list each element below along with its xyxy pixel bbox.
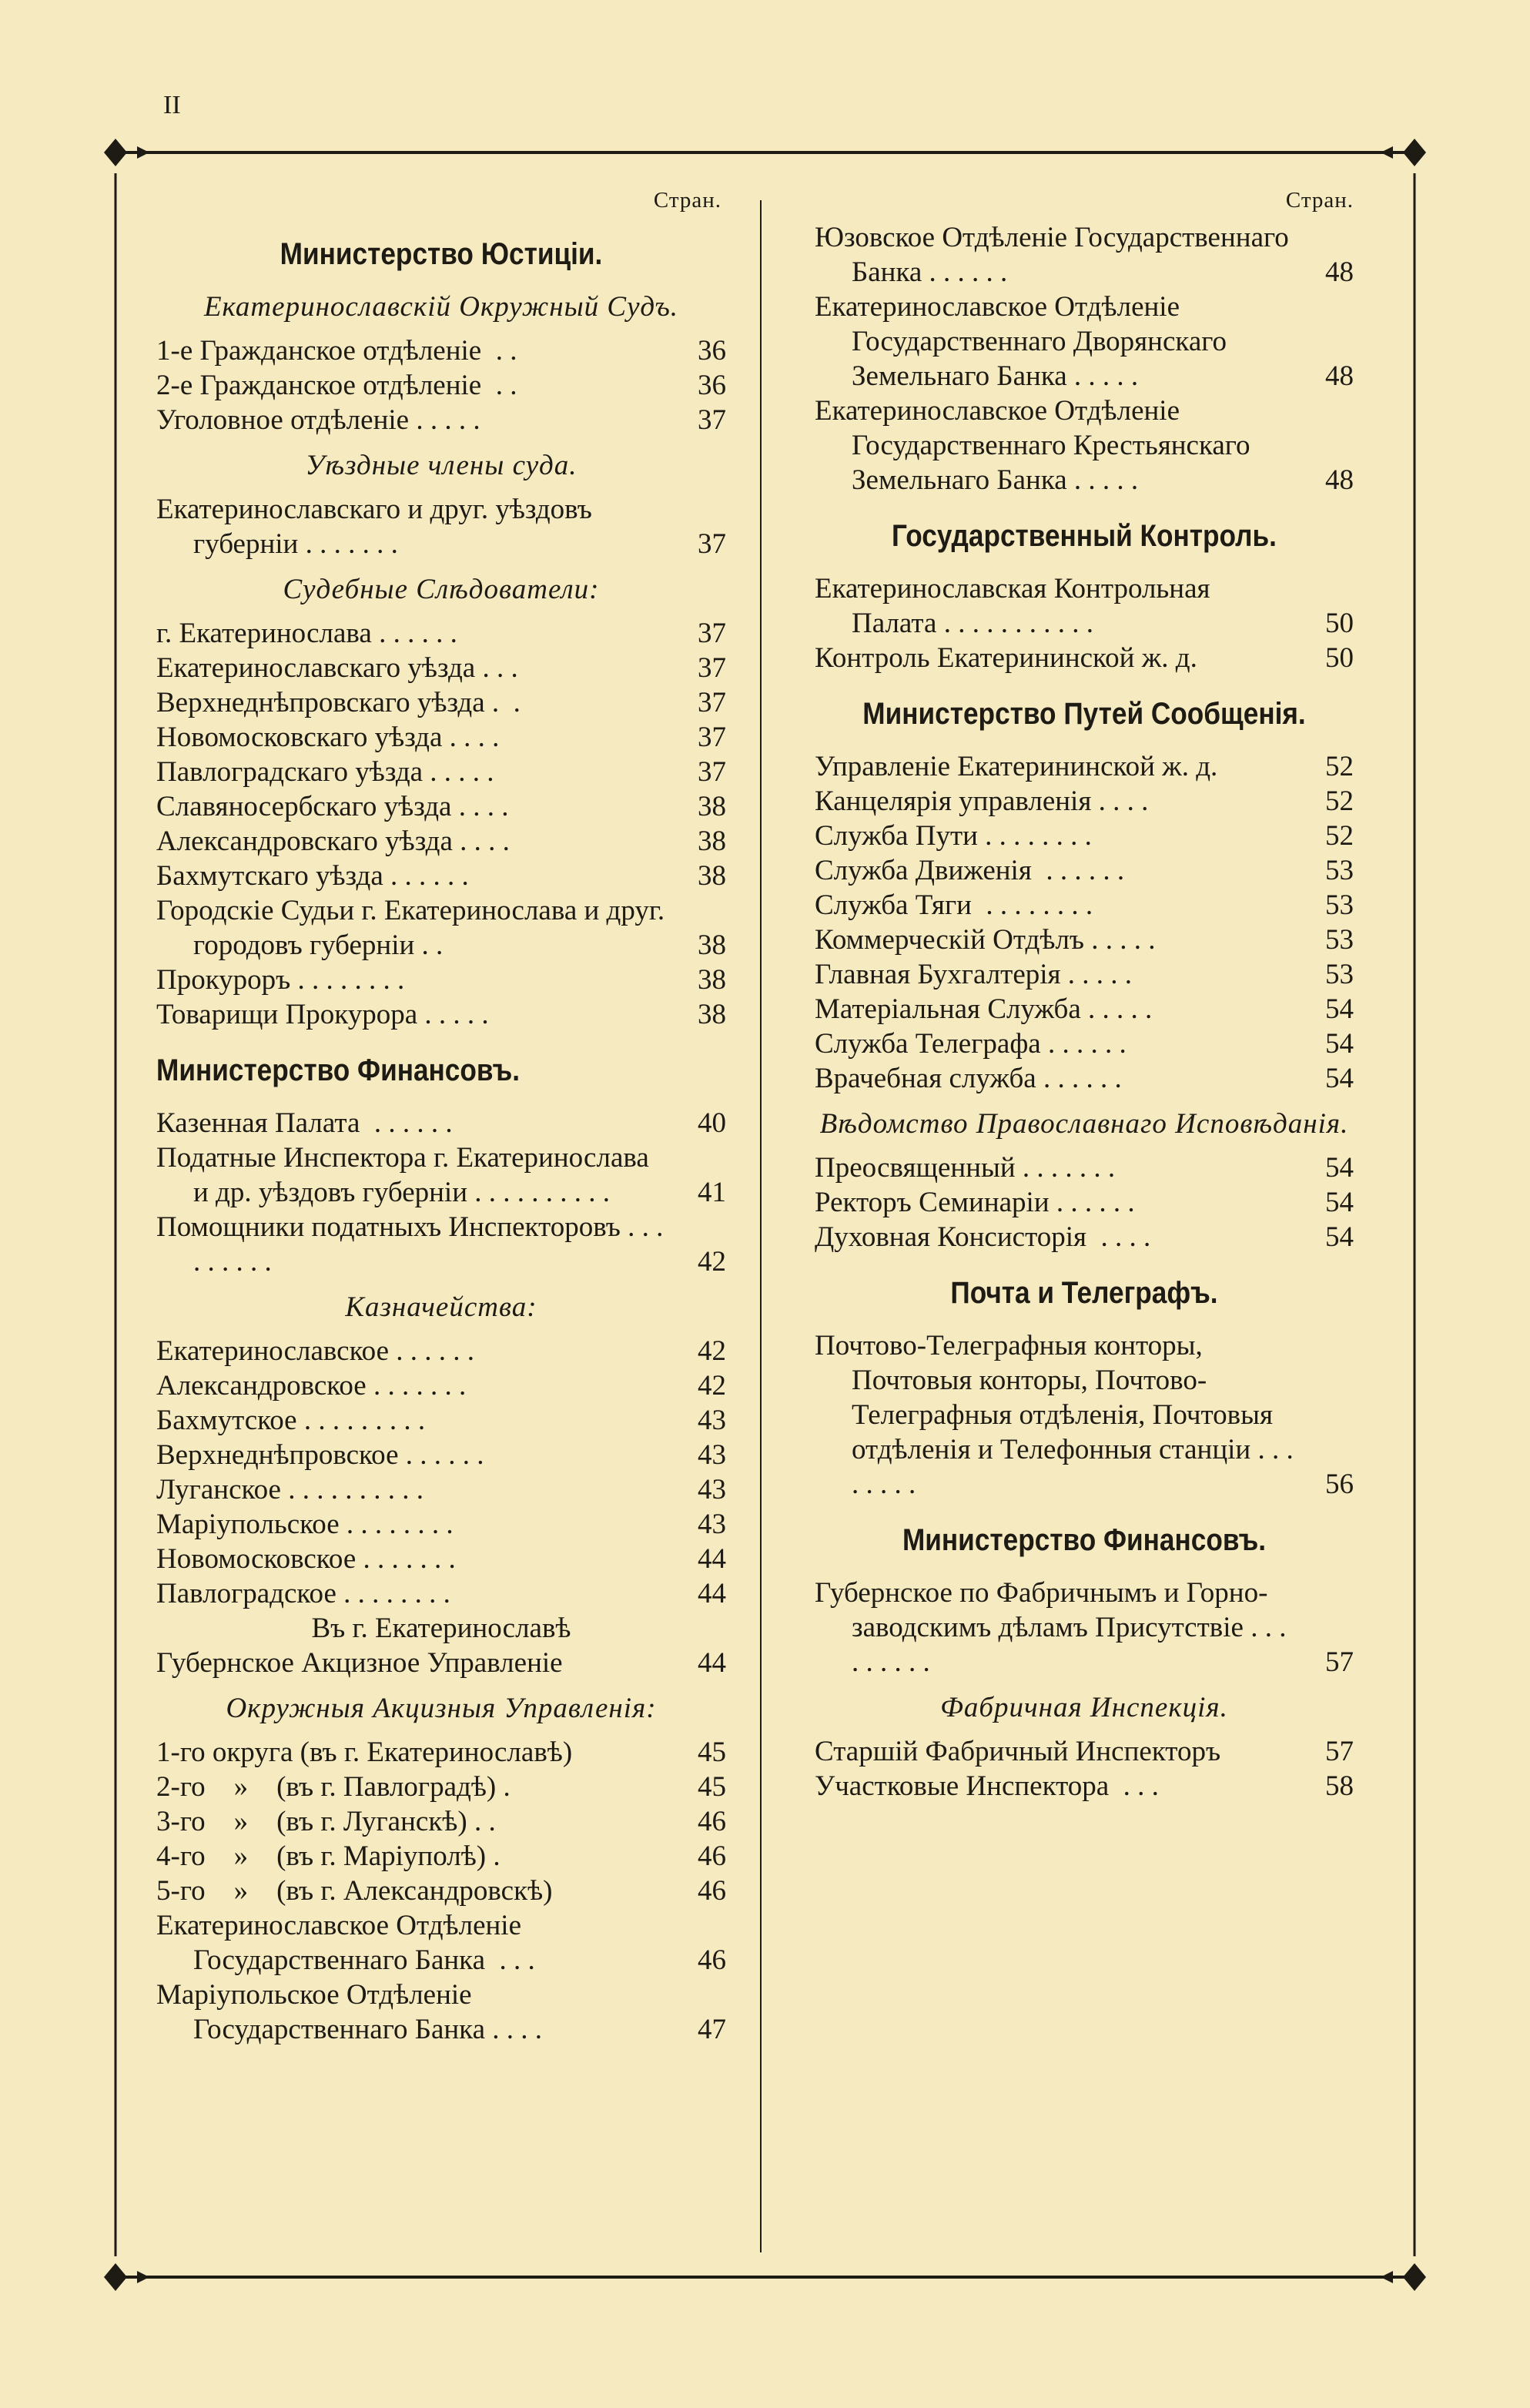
toc-entry [156, 720, 726, 755]
toc-entry [156, 1334, 726, 1368]
toc-entry [156, 755, 726, 789]
toc-entry-title: Старшій Фабричный Инспекторъ [815, 1736, 1221, 1767]
toc-entry [156, 859, 726, 893]
toc-entry-title: Помощники податныхъ Инспекторовъ . . . . . . . . . [156, 1211, 671, 1278]
toc-entry [156, 1472, 726, 1507]
toc-entry [815, 1150, 1354, 1185]
toc-entry-page: 53 [1325, 924, 1354, 956]
toc-entry-page: 50 [1325, 608, 1354, 639]
toc-entry-title: Маріупольское . . . . . . . . [156, 1509, 454, 1540]
toc-entry-page: 44 [698, 1543, 726, 1575]
toc-entry-title: Служба Телеграфа . . . . . . [815, 1028, 1127, 1060]
toc-entry-page: 38 [698, 826, 726, 857]
toc-entry [156, 1507, 726, 1542]
toc-entry [156, 1106, 726, 1140]
toc-entry [815, 1061, 1354, 1096]
toc-entry-page: 37 [698, 528, 726, 560]
section-heading: Почта и Телеграфъ. [950, 1276, 1218, 1310]
toc-entry-page: 43 [698, 1509, 726, 1540]
toc-entry-page: 45 [698, 1737, 726, 1768]
toc-entry [156, 1542, 726, 1576]
toc-entry-page: 48 [1325, 360, 1354, 392]
toc-entry-title: Павлоградское . . . . . . . . [156, 1578, 450, 1609]
toc-entry-title: Почтово-Телеграфныя конторы, Почтовыя конторы, Почтово-Телеграфныя отдѣленія, Почтовыя отдѣленія и Телефонныя станціи . . . . . . . . [815, 1330, 1301, 1500]
toc-entry [156, 1438, 726, 1472]
toc-entry [156, 685, 726, 720]
toc-entry [156, 1140, 726, 1210]
toc-entry-page: 43 [698, 1474, 726, 1505]
toc-entry-page: 42 [698, 1335, 726, 1367]
toc-entry [815, 1328, 1354, 1502]
toc-entry [815, 853, 1354, 888]
toc-entry-title: Маріупольское Отдѣленіе Государственнаго Банка . . . . [156, 1979, 543, 2045]
toc-entry-title: Служба Движенія . . . . . . [815, 855, 1125, 886]
toc-entry-page: 58 [1325, 1770, 1354, 1802]
subsection-heading: Казначейства: [345, 1291, 537, 1323]
section-heading: Министерство Финансовъ. [902, 1523, 1267, 1557]
toc-entry [156, 824, 726, 859]
section-heading: Министерство Путей Сообщенія. [862, 697, 1306, 731]
toc-entry-title: 5-го » (въ г. Александровскѣ) [156, 1875, 553, 1907]
toc-entry [815, 1576, 1354, 1680]
toc-entry-page: 44 [698, 1647, 726, 1679]
toc-entry [815, 888, 1354, 923]
toc-entry-page: 52 [1325, 820, 1354, 852]
toc-entry-title: Духовная Консисторія . . . . [815, 1221, 1151, 1253]
subsection-heading: Фабричная Инспекція. [940, 1692, 1228, 1723]
toc-entry-title: Служба Пути . . . . . . . . [815, 820, 1092, 852]
toc-entry-page: 38 [698, 964, 726, 996]
toc-entry-page: 54 [1325, 993, 1354, 1025]
toc-entry-title: Юзовское Отдѣленіе Государственнаго Банка . . . . . . [815, 222, 1296, 288]
toc-entry [815, 784, 1354, 819]
toc-entry-title: Ректоръ Семинаріи . . . . . . [815, 1187, 1135, 1218]
column-page-header: Стран. [1285, 188, 1354, 213]
toc-entry-page: 52 [1325, 751, 1354, 782]
page-number: II [163, 91, 181, 119]
toc-entry-page: 46 [698, 1840, 726, 1872]
toc-entry-page: 48 [1325, 464, 1354, 496]
toc-entry-page: 43 [698, 1439, 726, 1471]
toc-entry-page: 54 [1325, 1028, 1354, 1060]
toc-entry [815, 957, 1354, 992]
toc-entry-title: Александровское . . . . . . . [156, 1370, 467, 1402]
toc-entry [156, 1368, 726, 1403]
toc-entry-title: Губернское Акцизное Управленіе [156, 1647, 563, 1679]
toc-entry-title: Казенная Палата . . . . . . [156, 1107, 453, 1139]
toc-entry-page: 54 [1325, 1063, 1354, 1094]
toc-entry [815, 1769, 1354, 1803]
toc-entry-page: 42 [698, 1246, 726, 1278]
toc-entry-page: 46 [698, 1875, 726, 1907]
toc-entry-page: 38 [698, 999, 726, 1030]
toc-entry-title: 3-го » (въ г. Луганскѣ) . . [156, 1806, 496, 1837]
toc-entry [815, 923, 1354, 957]
toc-entry [815, 290, 1354, 394]
toc-entry-title: г. Екатеринослава . . . . . . [156, 618, 457, 649]
toc-entry-page: 46 [698, 1944, 726, 1976]
toc-entry-page: 36 [698, 370, 726, 401]
toc-entry-title: Екатеринославское . . . . . . [156, 1335, 475, 1367]
toc-entry-title: Врачебная служба . . . . . . [815, 1063, 1122, 1094]
toc-entry-page: 36 [698, 335, 726, 367]
section-heading: Министерство Юстиціи. [280, 237, 603, 271]
toc-entry [815, 220, 1354, 290]
toc-entry [156, 1978, 726, 2047]
toc-entry-title: Бахмутское . . . . . . . . . [156, 1405, 426, 1436]
toc-entry-title: Контроль Екатерининской ж. д. [815, 642, 1197, 674]
toc-entry-title: 2-е Гражданское отдѣленіе . . [156, 370, 517, 401]
toc-entry-title: Прокуроръ . . . . . . . . [156, 964, 405, 996]
right-column [815, 185, 1354, 1803]
subsection-heading: Окружныя Акцизныя Управленія: [226, 1693, 657, 1724]
subsection-heading: Екатеринославскій Окружный Судъ. [203, 291, 679, 323]
toc-entry-title: Уголовное отдѣленіе . . . . . [156, 404, 480, 436]
toc-entry-page: 53 [1325, 889, 1354, 921]
toc-entry [156, 1735, 726, 1770]
toc-entry [815, 992, 1354, 1026]
toc-entry [156, 1576, 726, 1611]
toc-entry-title: Верхнеднѣпровское . . . . . . [156, 1439, 484, 1471]
toc-entry-title: Податные Инспектора г. Екатеринослава и др. уѣздовъ губерніи . . . . . . . . . . [156, 1142, 657, 1208]
toc-entry-page: 57 [1325, 1736, 1354, 1767]
toc-entry-page: 38 [698, 791, 726, 822]
toc-entry [815, 749, 1354, 784]
toc-entry [156, 616, 726, 651]
toc-entry [815, 1220, 1354, 1254]
toc-entry-title: Славяносербскаго уѣзда . . . . [156, 791, 509, 822]
toc-entry-title: Служба Тяги . . . . . . . . [815, 889, 1093, 921]
toc-entry [156, 1403, 726, 1438]
toc-entry-page: 37 [698, 722, 726, 753]
subsection-heading: Судебные Слѣдователи: [283, 574, 600, 605]
toc-entry-title: Екатеринославская Контрольная Палата . . . . . . . . . . . [815, 573, 1217, 639]
toc-entry-page: 37 [698, 618, 726, 649]
toc-entry [815, 394, 1354, 497]
toc-entry-title: Екатеринославское Отдѣленіе Государственнаго Банка . . . [156, 1910, 535, 1976]
toc-entry [815, 1185, 1354, 1220]
section-heading: Государственный Контроль. [892, 519, 1277, 553]
toc-entry [156, 1839, 726, 1874]
toc-entry [156, 1908, 726, 1978]
toc-entry-title: Луганское . . . . . . . . . . [156, 1474, 424, 1505]
toc-entry-page: 41 [698, 1177, 726, 1208]
toc-entry-page: 53 [1325, 959, 1354, 990]
toc-entry-page: 44 [698, 1578, 726, 1609]
toc-entry-page: 56 [1325, 1469, 1354, 1500]
toc-entry-title: Городскіе Судьи г. Екатеринослава и друг. городовъ губерніи . . [156, 895, 672, 961]
column-page-header: Стран. [653, 188, 721, 213]
toc-entry-page: 38 [698, 860, 726, 892]
toc-entry [156, 403, 726, 437]
toc-entry [815, 571, 1354, 641]
toc-entry-page: 54 [1325, 1221, 1354, 1253]
toc-entry-title: Товарищи Прокурора . . . . . [156, 999, 489, 1030]
location-line: Въ г. Екатеринославѣ [311, 1613, 571, 1644]
toc-entry [815, 641, 1354, 675]
toc-entry [815, 819, 1354, 853]
toc-entry-title: Александровскаго уѣзда . . . . [156, 826, 510, 857]
toc-entry [156, 1874, 726, 1908]
toc-entry-title: Бахмутскаго уѣзда . . . . . . [156, 860, 469, 892]
toc-entry-page: 53 [1325, 855, 1354, 886]
toc-entry [815, 1026, 1354, 1061]
toc-entry [815, 1734, 1354, 1769]
toc-entry-page: 50 [1325, 642, 1354, 674]
toc-entry-page: 37 [698, 687, 726, 718]
toc-entry [156, 963, 726, 997]
toc-entry-page: 47 [698, 2014, 726, 2045]
toc-entry-page: 37 [698, 652, 726, 684]
toc-entry [156, 368, 726, 403]
toc-entry-page: 54 [1325, 1152, 1354, 1184]
toc-entry-page: 37 [698, 756, 726, 788]
toc-entry-title: Управленіе Екатерининской ж. д. [815, 751, 1218, 782]
toc-entry-page: 52 [1325, 785, 1354, 817]
toc-entry-title: Екатеринославскаго уѣзда . . . [156, 652, 518, 684]
toc-entry [156, 1804, 726, 1839]
toc-entry [156, 893, 726, 963]
toc-entry [156, 333, 726, 368]
toc-entry-page: 46 [698, 1806, 726, 1837]
toc-entry-page: 40 [698, 1107, 726, 1139]
toc-entry [156, 1210, 726, 1279]
toc-entry-page: 45 [698, 1771, 726, 1803]
toc-entry-title: 4-го » (въ г. Маріуполѣ) . [156, 1840, 501, 1872]
toc-entry-title: Павлоградскаго уѣзда . . . . . [156, 756, 494, 788]
toc-entry-title: 1-го округа (въ г. Екатеринославѣ) [156, 1737, 573, 1768]
toc-entry-page: 43 [698, 1405, 726, 1436]
toc-entry-title: Преосвященный . . . . . . . [815, 1152, 1116, 1184]
toc-entry-title: 2-го » (въ г. Павлоградѣ) . [156, 1771, 511, 1803]
toc-entry [156, 492, 726, 561]
toc-entry-page: 42 [698, 1370, 726, 1402]
toc-entry-title: Губернское по Фабричнымъ и Горно-заводскимъ дѣламъ Присутствіе . . . . . . . . . [815, 1577, 1294, 1678]
toc-entry [156, 651, 726, 685]
toc-entry-page: 54 [1325, 1187, 1354, 1218]
toc-entry-title: 1-е Гражданское отдѣленіе . . [156, 335, 517, 367]
toc-entry-title: Главная Бухгалтерія . . . . . [815, 959, 1133, 990]
toc-entry-title: Участковые Инспектора . . . [815, 1770, 1159, 1802]
toc-entry [156, 1646, 726, 1680]
toc-entry-page: 57 [1325, 1646, 1354, 1678]
toc-entry-page: 38 [698, 929, 726, 961]
toc-entry-title: Екатеринославское Отдѣленіе Государственнаго Дворянскаго Земельнаго Банка . . . . . [815, 291, 1234, 392]
toc-entry-page: 37 [698, 404, 726, 436]
toc-entry-page: 48 [1325, 256, 1354, 288]
section-heading: Министерство Финансовъ. [156, 1053, 521, 1087]
subsection-heading: Вѣдомство Православнаго Исповѣданія. [819, 1108, 1349, 1140]
toc-entry-title: Канцелярія управленія . . . . [815, 785, 1149, 817]
toc-entry-title: Верхнеднѣпровскаго уѣзда . . [156, 687, 521, 718]
toc-entry-title: Новомосковское . . . . . . . [156, 1543, 456, 1575]
toc-entry-title: Екатеринославскаго и друг. уѣздовъ губерніи . . . . . . . [156, 494, 600, 560]
subsection-heading: Уѣздные члены суда. [305, 450, 578, 481]
toc-entry [156, 789, 726, 824]
toc-entry-title: Коммерческій Отдѣлъ . . . . . [815, 924, 1156, 956]
toc-entry-title: Матеріальная Служба . . . . . [815, 993, 1153, 1025]
left-column [156, 185, 726, 2047]
toc-entry [156, 997, 726, 1032]
toc-entry-title: Екатеринославское Отдѣленіе Государственнаго Крестьянскаго Земельнаго Банка . . . . . [815, 395, 1257, 496]
toc-entry-title: Новомосковскаго уѣзда . . . . [156, 722, 500, 753]
toc-entry [156, 1770, 726, 1804]
